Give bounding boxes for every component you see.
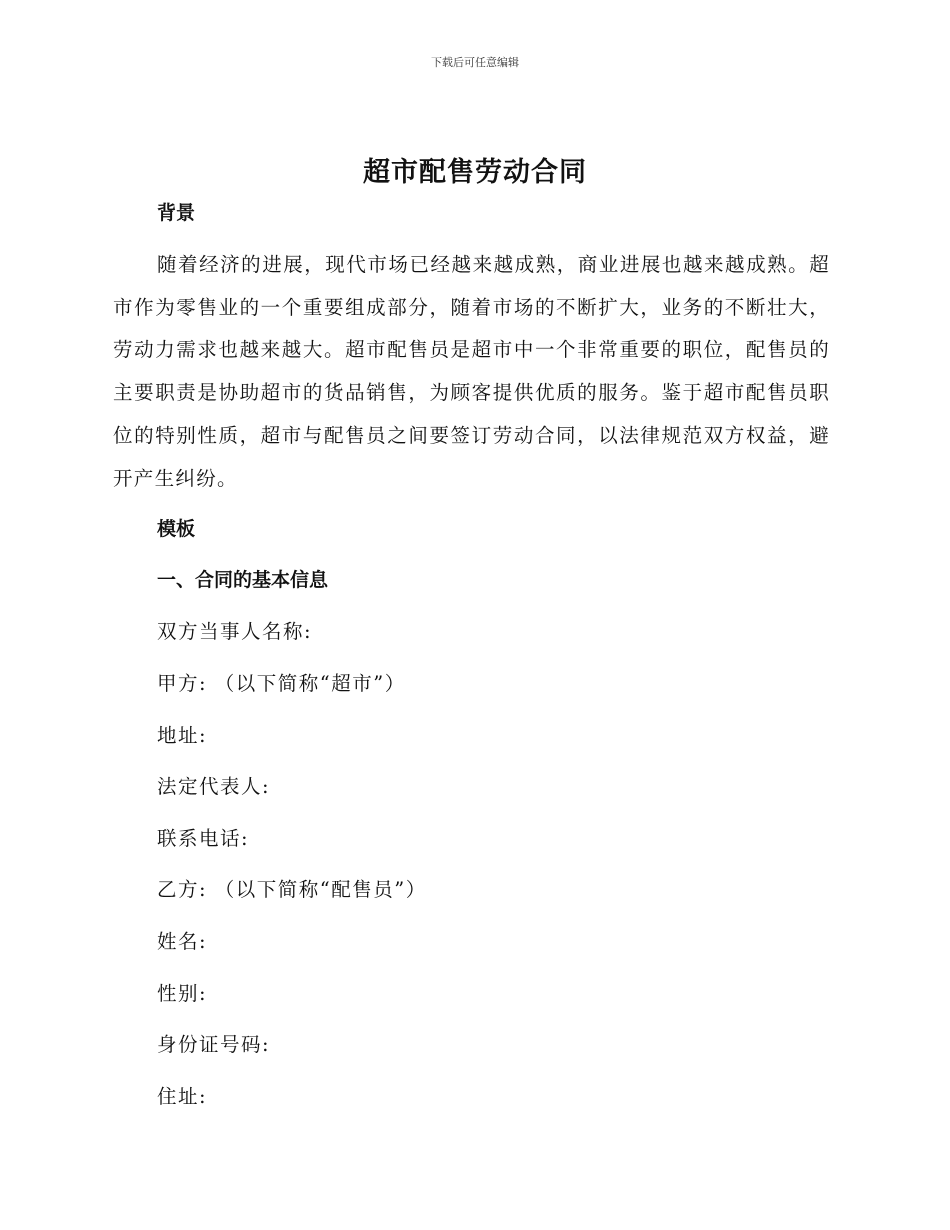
field-legal-representative: 法定代表人:: [157, 775, 271, 798]
section-heading-template: 模板: [157, 518, 196, 540]
field-party-b: 乙方: （以下简称“配售员”）: [157, 878, 427, 901]
page-header-note: 下载后可任意编辑: [431, 56, 519, 69]
document-title: 超市配售劳动合同: [363, 157, 587, 188]
field-residence: 住址:: [157, 1085, 208, 1108]
field-address: 地址:: [157, 724, 208, 747]
section-heading-background: 背景: [157, 202, 196, 224]
section-heading-basic-info: 一、合同的基本信息: [157, 569, 329, 591]
field-gender: 性别:: [157, 982, 208, 1005]
field-contact-phone: 联系电话:: [157, 827, 250, 850]
field-party-names: 双方当事人名称:: [157, 620, 313, 643]
field-name: 姓名:: [157, 930, 208, 953]
field-id-number: 身份证号码:: [157, 1033, 271, 1056]
background-paragraph: 随着经济的进展，现代市场已经越来越成熟，商业进展也越来越成熟。超市作为零售业的一个重要组成部分，随着市场的不断扩大，业务的不断壮大，劳动力需求也越来越大。超市配售员是超市中一个非常重要的职位，配售员的主要职责是协助超市的货品销售，为顾客提供优质的服务。鉴于超市配售员职位的特别性质，超市与配售员之间要签订劳动合同，以法律规范双方权益，避开产生纠纷。: [113, 253, 830, 490]
field-party-a: 甲方: （以下简称“超市”）: [157, 672, 406, 695]
